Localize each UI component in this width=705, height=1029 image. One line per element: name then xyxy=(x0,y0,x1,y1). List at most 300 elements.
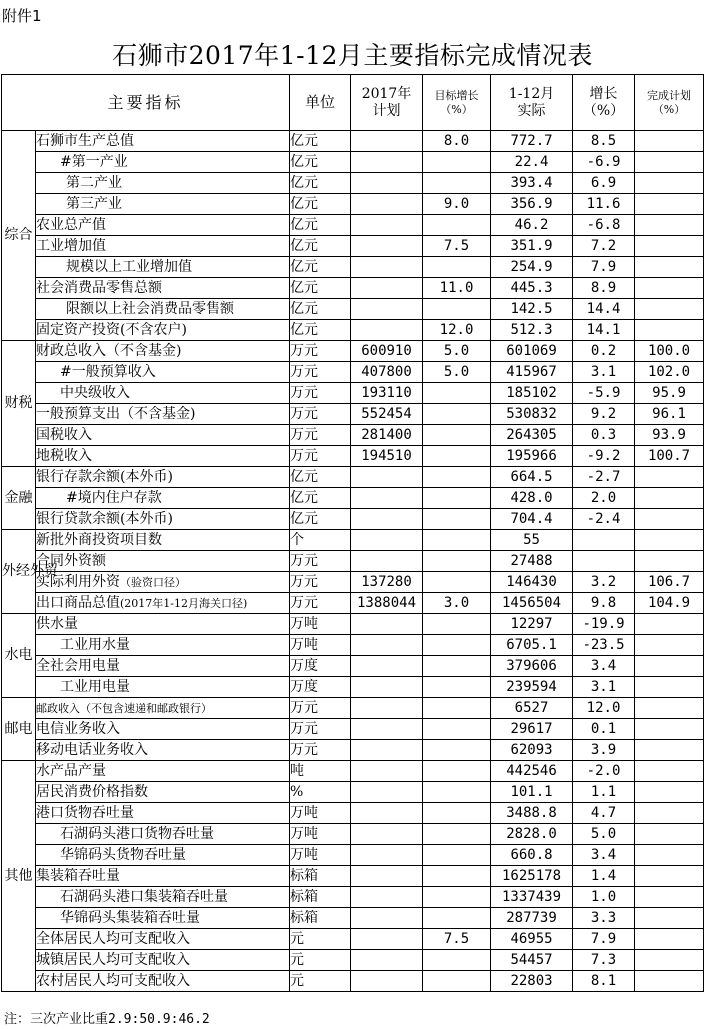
indicator-name xyxy=(36,740,290,761)
indicator-name xyxy=(36,467,290,488)
plan-cell xyxy=(351,824,423,845)
plan-cell: 281400 xyxy=(351,425,423,446)
group-label: 其他 xyxy=(2,761,36,992)
table-row xyxy=(2,971,704,992)
unit-cell: 亿元 xyxy=(290,131,351,152)
completion-cell xyxy=(635,152,704,173)
growth-cell: 6.9 xyxy=(573,173,635,194)
actual-cell: 12297 xyxy=(491,614,573,635)
growth-cell: 1.4 xyxy=(573,866,635,887)
header-unit: 单位 xyxy=(290,75,351,131)
growth-cell: 4.7 xyxy=(573,803,635,824)
completion-cell xyxy=(635,719,704,740)
indicator-name-text: 地税收入 xyxy=(36,447,92,464)
indicator-name xyxy=(36,866,290,887)
unit-cell: 万元 xyxy=(290,740,351,761)
growth-cell: 8.1 xyxy=(573,971,635,992)
target-cell: 9.0 xyxy=(423,194,491,215)
completion-cell: 93.9 xyxy=(635,425,704,446)
indicator-note: (2017年1-12月海关口径) xyxy=(120,596,248,610)
indicator-name xyxy=(36,824,290,845)
plan-cell xyxy=(351,614,423,635)
indicator-name xyxy=(36,299,290,320)
table-row xyxy=(2,803,704,824)
plan-cell xyxy=(351,215,423,236)
indicator-name xyxy=(36,236,290,257)
target-cell xyxy=(423,383,491,404)
growth-cell: 8.5 xyxy=(573,131,635,152)
completion-cell xyxy=(635,950,704,971)
unit-cell: 万吨 xyxy=(290,824,351,845)
unit-cell: 亿元 xyxy=(290,173,351,194)
actual-cell: 1456504 xyxy=(491,593,573,614)
target-cell xyxy=(423,824,491,845)
completion-cell: 100.0 xyxy=(635,341,704,362)
growth-cell: 7.9 xyxy=(573,257,635,278)
table-header-row xyxy=(2,75,704,131)
completion-cell xyxy=(635,320,704,341)
table-row xyxy=(2,929,704,950)
indicator-name-text: 合同外资额 xyxy=(36,552,106,569)
unit-cell: % xyxy=(290,782,351,803)
growth-cell: -19.9 xyxy=(573,614,635,635)
unit-cell: 亿元 xyxy=(290,467,351,488)
indicator-name-text: 社会消费品零售总额 xyxy=(36,279,162,296)
table-row xyxy=(2,404,704,425)
target-cell xyxy=(423,467,491,488)
actual-cell: 601069 xyxy=(491,341,573,362)
indicator-name-text: 石湖码头港口集装箱吞吐量 xyxy=(60,888,228,905)
indicator-name xyxy=(36,488,290,509)
table-row xyxy=(2,656,704,677)
plan-cell xyxy=(351,635,423,656)
plan-cell xyxy=(351,929,423,950)
indicator-name-text: 出口商品总值 xyxy=(36,594,120,611)
table-row xyxy=(2,320,704,341)
indicator-name xyxy=(36,320,290,341)
target-cell: 8.0 xyxy=(423,131,491,152)
actual-cell: 22.4 xyxy=(491,152,573,173)
target-cell xyxy=(423,551,491,572)
table-row xyxy=(2,257,704,278)
completion-cell xyxy=(635,614,704,635)
actual-cell: 415967 xyxy=(491,362,573,383)
growth-cell: -9.2 xyxy=(573,446,635,467)
growth-cell: 3.1 xyxy=(573,362,635,383)
actual-cell: 442546 xyxy=(491,761,573,782)
plan-cell xyxy=(351,908,423,929)
growth-cell: -23.5 xyxy=(573,635,635,656)
indicator-name-text: 规模以上工业增加值 xyxy=(66,258,192,275)
indicator-name-text: 第二产业 xyxy=(66,174,122,191)
completion-cell xyxy=(635,131,704,152)
target-cell xyxy=(423,866,491,887)
plan-cell xyxy=(351,152,423,173)
growth-cell xyxy=(573,551,635,572)
target-cell: 7.5 xyxy=(423,236,491,257)
table-row xyxy=(2,383,704,404)
indicator-name-text: #第一产业 xyxy=(60,153,128,170)
growth-cell: 3.2 xyxy=(573,572,635,593)
indicator-name xyxy=(36,131,290,152)
target-cell xyxy=(423,656,491,677)
target-cell xyxy=(423,803,491,824)
unit-cell: 亿元 xyxy=(290,257,351,278)
header-plan-line1: 2017年 xyxy=(361,85,412,102)
table-row xyxy=(2,215,704,236)
target-cell: 3.0 xyxy=(423,593,491,614)
completion-cell xyxy=(635,845,704,866)
table-row xyxy=(2,446,704,467)
unit-cell: 标箱 xyxy=(290,908,351,929)
indicator-name-text: 中央级收入 xyxy=(60,384,130,401)
target-cell xyxy=(423,425,491,446)
target-cell xyxy=(423,719,491,740)
header-completion-line1: 完成计划 xyxy=(647,88,692,102)
target-cell xyxy=(423,404,491,425)
indicator-name xyxy=(36,509,290,530)
actual-cell: 264305 xyxy=(491,425,573,446)
plan-cell xyxy=(351,740,423,761)
actual-cell: 3488.8 xyxy=(491,803,573,824)
completion-cell xyxy=(635,173,704,194)
actual-cell: 22803 xyxy=(491,971,573,992)
actual-cell: 142.5 xyxy=(491,299,573,320)
unit-cell: 万吨 xyxy=(290,614,351,635)
plan-cell xyxy=(351,803,423,824)
growth-cell: -6.8 xyxy=(573,215,635,236)
plan-cell xyxy=(351,236,423,257)
table-row xyxy=(2,677,704,698)
plan-cell xyxy=(351,698,423,719)
indicator-name xyxy=(36,908,290,929)
table-row xyxy=(2,278,704,299)
group-label: 综合 xyxy=(2,131,36,341)
growth-cell: 3.3 xyxy=(573,908,635,929)
actual-cell: 1337439 xyxy=(491,887,573,908)
growth-cell: 2.0 xyxy=(573,488,635,509)
unit-cell: 万吨 xyxy=(290,845,351,866)
growth-cell: 1.1 xyxy=(573,782,635,803)
completion-cell xyxy=(635,635,704,656)
target-cell xyxy=(423,761,491,782)
actual-cell: 428.0 xyxy=(491,488,573,509)
completion-cell: 104.9 xyxy=(635,593,704,614)
plan-cell xyxy=(351,656,423,677)
indicator-name-text: 全社会用电量 xyxy=(36,657,120,674)
growth-cell: 14.1 xyxy=(573,320,635,341)
plan-cell xyxy=(351,278,423,299)
plan-cell xyxy=(351,950,423,971)
unit-cell: 亿元 xyxy=(290,215,351,236)
actual-cell: 195966 xyxy=(491,446,573,467)
table-body xyxy=(2,131,704,992)
plan-cell xyxy=(351,782,423,803)
header-actual-line1: 1-12月 xyxy=(508,85,555,102)
footer-ratio: 2.9:50.9:46.2 xyxy=(108,1012,210,1027)
indicator-name xyxy=(36,278,290,299)
table-row xyxy=(2,761,704,782)
unit-cell: 亿元 xyxy=(290,278,351,299)
completion-cell xyxy=(635,257,704,278)
target-cell xyxy=(423,215,491,236)
growth-cell: 12.0 xyxy=(573,698,635,719)
actual-cell: 27488 xyxy=(491,551,573,572)
unit-cell: 万元 xyxy=(290,341,351,362)
target-cell xyxy=(423,299,491,320)
header-growth xyxy=(573,75,635,131)
target-cell: 5.0 xyxy=(423,341,491,362)
actual-cell: 664.5 xyxy=(491,467,573,488)
indicator-name xyxy=(36,845,290,866)
indicator-name-text: 工业用水量 xyxy=(60,636,130,653)
completion-cell xyxy=(635,509,704,530)
indicator-name xyxy=(36,698,290,719)
indicator-name xyxy=(36,530,290,551)
plan-cell xyxy=(351,194,423,215)
indicator-name-text: 银行贷款余额(本外币) xyxy=(36,510,173,527)
actual-cell: 185102 xyxy=(491,383,573,404)
completion-cell: 106.7 xyxy=(635,572,704,593)
plan-cell xyxy=(351,551,423,572)
growth-cell: -6.9 xyxy=(573,152,635,173)
completion-cell xyxy=(635,740,704,761)
indicator-name-text: #境内住户存款 xyxy=(66,489,162,506)
plan-cell: 137280 xyxy=(351,572,423,593)
completion-cell: 102.0 xyxy=(635,362,704,383)
indicator-name xyxy=(36,761,290,782)
indicator-name xyxy=(36,719,290,740)
unit-cell: 吨 xyxy=(290,761,351,782)
growth-cell: 7.2 xyxy=(573,236,635,257)
actual-cell: 287739 xyxy=(491,908,573,929)
table-row xyxy=(2,530,704,551)
table-row xyxy=(2,593,704,614)
table-row xyxy=(2,572,704,593)
target-cell xyxy=(423,530,491,551)
actual-cell: 393.4 xyxy=(491,173,573,194)
plan-cell xyxy=(351,509,423,530)
growth-cell: 3.1 xyxy=(573,677,635,698)
actual-cell: 55 xyxy=(491,530,573,551)
header-indicator: 主要指标 xyxy=(2,75,290,131)
page-title: 石狮市2017年1-12月主要指标完成情况表 xyxy=(112,41,593,70)
table-row xyxy=(2,509,704,530)
growth-cell: 11.6 xyxy=(573,194,635,215)
actual-cell: 530832 xyxy=(491,404,573,425)
unit-cell: 亿元 xyxy=(290,194,351,215)
unit-cell: 元 xyxy=(290,929,351,950)
indicator-name xyxy=(36,404,290,425)
header-target-line1: 目标增长 xyxy=(434,88,479,102)
actual-cell: 29617 xyxy=(491,719,573,740)
unit-cell: 万吨 xyxy=(290,635,351,656)
plan-cell xyxy=(351,866,423,887)
table-row xyxy=(2,866,704,887)
completion-cell xyxy=(635,761,704,782)
table-row xyxy=(2,236,704,257)
growth-cell: 3.9 xyxy=(573,740,635,761)
target-cell xyxy=(423,572,491,593)
indicator-name xyxy=(36,551,290,572)
plan-cell xyxy=(351,677,423,698)
completion-cell xyxy=(635,530,704,551)
indicator-name-text: 全体居民人均可支配收入 xyxy=(36,930,190,947)
unit-cell: 个 xyxy=(290,530,351,551)
table-row xyxy=(2,131,704,152)
actual-cell: 101.1 xyxy=(491,782,573,803)
unit-cell: 万度 xyxy=(290,656,351,677)
target-cell xyxy=(423,488,491,509)
unit-cell: 元 xyxy=(290,950,351,971)
indicator-name-text: 城镇居民人均可支配收入 xyxy=(36,951,190,968)
actual-cell: 704.4 xyxy=(491,509,573,530)
plan-cell: 193110 xyxy=(351,383,423,404)
table-row xyxy=(2,824,704,845)
unit-cell: 万吨 xyxy=(290,803,351,824)
growth-cell: 0.2 xyxy=(573,341,635,362)
completion-cell xyxy=(635,929,704,950)
unit-cell: 标箱 xyxy=(290,866,351,887)
table-row xyxy=(2,950,704,971)
indicator-name-text: 电信业务收入 xyxy=(36,720,120,737)
group-label: 水电 xyxy=(2,614,36,698)
unit-cell: 万元 xyxy=(290,572,351,593)
actual-cell: 2828.0 xyxy=(491,824,573,845)
indicator-name-text: 石湖码头港口货物吞吐量 xyxy=(60,825,214,842)
indicator-name-text: 集装箱吞吐量 xyxy=(36,867,120,884)
table-row xyxy=(2,488,704,509)
growth-cell: 8.9 xyxy=(573,278,635,299)
completion-cell xyxy=(635,299,704,320)
growth-cell: 5.0 xyxy=(573,824,635,845)
indicator-name xyxy=(36,803,290,824)
indicator-name-text: 第三产业 xyxy=(66,195,122,212)
target-cell: 5.0 xyxy=(423,362,491,383)
growth-cell: 1.0 xyxy=(573,887,635,908)
table-row xyxy=(2,362,704,383)
table-row xyxy=(2,152,704,173)
growth-cell: -2.4 xyxy=(573,509,635,530)
indicator-name xyxy=(36,677,290,698)
target-cell xyxy=(423,152,491,173)
plan-cell: 552454 xyxy=(351,404,423,425)
plan-cell xyxy=(351,467,423,488)
indicator-name xyxy=(36,362,290,383)
completion-cell: 95.9 xyxy=(635,383,704,404)
unit-cell: 元 xyxy=(290,971,351,992)
completion-cell xyxy=(635,215,704,236)
indicator-name xyxy=(36,971,290,992)
table-row xyxy=(2,467,704,488)
unit-cell: 万元 xyxy=(290,593,351,614)
table-row xyxy=(2,635,704,656)
unit-cell: 万元 xyxy=(290,698,351,719)
unit-cell: 万元 xyxy=(290,719,351,740)
actual-cell: 254.9 xyxy=(491,257,573,278)
actual-cell: 379606 xyxy=(491,656,573,677)
indicator-name xyxy=(36,173,290,194)
actual-cell: 6705.1 xyxy=(491,635,573,656)
indicator-name-text: 华锦码头货物吞吐量 xyxy=(60,846,186,863)
target-cell xyxy=(423,677,491,698)
header-growth-line2: （%） xyxy=(582,102,625,119)
target-cell xyxy=(423,509,491,530)
growth-cell: 14.4 xyxy=(573,299,635,320)
target-cell xyxy=(423,950,491,971)
unit-cell: 万度 xyxy=(290,677,351,698)
completion-cell xyxy=(635,278,704,299)
table-row xyxy=(2,173,704,194)
actual-cell: 146430 xyxy=(491,572,573,593)
completion-cell xyxy=(635,677,704,698)
footer-note xyxy=(4,1008,210,1027)
actual-cell: 445.3 xyxy=(491,278,573,299)
plan-cell xyxy=(351,488,423,509)
plan-cell: 600910 xyxy=(351,341,423,362)
unit-cell: 亿元 xyxy=(290,236,351,257)
table-row xyxy=(2,782,704,803)
completion-cell xyxy=(635,971,704,992)
actual-cell: 512.3 xyxy=(491,320,573,341)
target-cell xyxy=(423,908,491,929)
indicator-name-text: #一般预算收入 xyxy=(60,363,156,380)
unit-cell: 亿元 xyxy=(290,299,351,320)
indicator-name-text: 限额以上社会消费品零售额 xyxy=(66,300,234,317)
indicator-name xyxy=(36,635,290,656)
completion-cell: 100.7 xyxy=(635,446,704,467)
header-target-line2: （%） xyxy=(440,102,473,116)
table-row xyxy=(2,614,704,635)
indicator-name-text: 水产品产量 xyxy=(36,762,106,779)
target-cell xyxy=(423,614,491,635)
completion-cell xyxy=(635,551,704,572)
plan-cell xyxy=(351,761,423,782)
table-row xyxy=(2,908,704,929)
plan-cell: 407800 xyxy=(351,362,423,383)
table-row xyxy=(2,551,704,572)
actual-cell: 660.8 xyxy=(491,845,573,866)
indicator-name-text: 一般预算支出（不含基金) xyxy=(36,405,196,422)
plan-cell: 1388044 xyxy=(351,593,423,614)
indicator-name-text: 农村居民人均可支配收入 xyxy=(36,972,190,989)
plan-cell: 194510 xyxy=(351,446,423,467)
group-label: 金融 xyxy=(2,467,36,530)
indicator-name xyxy=(36,656,290,677)
unit-cell: 万元 xyxy=(290,383,351,404)
plan-cell xyxy=(351,320,423,341)
unit-cell: 标箱 xyxy=(290,887,351,908)
attachment-label: 附件1 xyxy=(2,7,42,25)
growth-cell: 3.4 xyxy=(573,656,635,677)
unit-cell: 万元 xyxy=(290,551,351,572)
completion-cell xyxy=(635,488,704,509)
table-row xyxy=(2,341,704,362)
header-growth-line1: 增长 xyxy=(589,85,618,102)
group-label: 财税 xyxy=(2,341,36,467)
growth-cell: -2.0 xyxy=(573,761,635,782)
header-plan-line2: 计划 xyxy=(372,102,401,119)
target-cell xyxy=(423,446,491,467)
target-cell: 11.0 xyxy=(423,278,491,299)
indicator-name xyxy=(36,950,290,971)
indicator-note: （验资口径） xyxy=(120,575,186,589)
indicator-name-text: 工业用电量 xyxy=(60,678,130,695)
header-completion-line2: （%） xyxy=(652,102,686,116)
completion-cell xyxy=(635,236,704,257)
plan-cell xyxy=(351,719,423,740)
table-row xyxy=(2,194,704,215)
